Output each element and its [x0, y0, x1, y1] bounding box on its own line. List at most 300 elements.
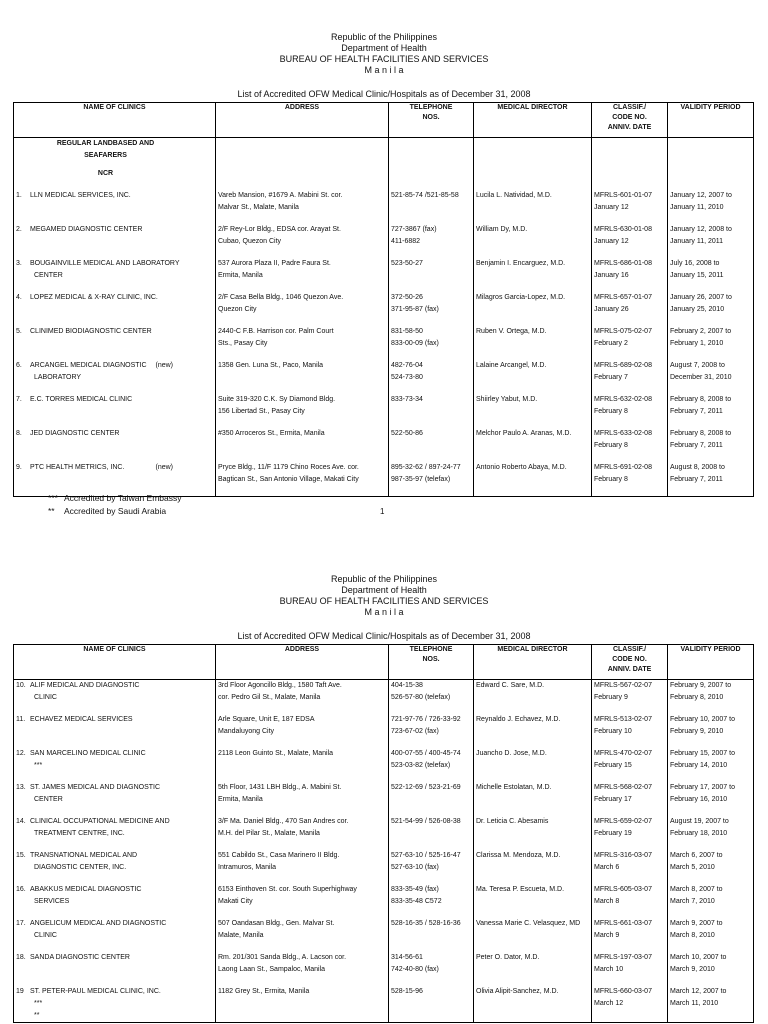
row-number: 3.	[16, 260, 22, 267]
clinic-name-cell	[14, 326, 216, 360]
telephone-cell	[389, 224, 474, 258]
code-number: MFRLS-605-03-07	[594, 886, 652, 893]
clinic-name: LOPEZ MEDICAL & X-RAY CLINIC, INC.	[30, 294, 158, 301]
telephone-line1: 522-50-86	[391, 430, 423, 437]
col-header-classif-2	[592, 645, 668, 680]
telephone-cell	[389, 326, 474, 360]
validity-cell	[668, 918, 754, 952]
telephone-line1: 521-54-99 / 526-08-38	[391, 818, 461, 825]
clinic-name-line	[16, 680, 213, 692]
code-number: MFRLS-470-02-07	[594, 750, 652, 757]
code-number: MFRLS-660-03-07	[594, 988, 652, 995]
table-row	[14, 714, 754, 748]
header-department: Department of Health	[341, 43, 427, 53]
col-header-classif-2-line3: ANNIV. DATE	[607, 666, 652, 673]
telephone-cell	[389, 782, 474, 816]
validity-start: February 17, 2007 to	[670, 784, 735, 791]
address-cell	[216, 816, 389, 850]
row-number: 12.	[16, 750, 26, 757]
clinic-name-line2: TREATMENT CENTRE, INC.	[34, 830, 125, 837]
address-line1: Pryce Bldg., 11/F 1179 Chino Roces Ave. cor.	[218, 464, 359, 471]
address-line1: 2/F Casa Bella Bldg., 1046 Quezon Ave.	[218, 294, 344, 301]
telephone-line1: 482-76-04	[391, 362, 423, 369]
clinic-name: LLN MEDICAL SERVICES, INC.	[30, 192, 131, 199]
col-header-telephone-2	[389, 645, 474, 680]
clinic-name: ST. JAMES MEDICAL AND DIAGNOSTIC	[30, 784, 161, 791]
col-header-telephone-2-line2: NOS.	[422, 656, 440, 663]
validity-cell	[668, 258, 754, 292]
address-cell	[216, 986, 389, 1023]
telephone-line2: 723-67-02 (fax)	[391, 728, 439, 735]
anniversary-date: January 12	[594, 204, 629, 211]
validity-end: March 11, 2010	[670, 1000, 719, 1007]
clinic-name-line	[16, 394, 213, 406]
validity-start: August 7, 2008 to	[670, 362, 725, 369]
classification-cell	[592, 952, 668, 986]
address-cell	[216, 748, 389, 782]
address-line2: Mandaluyong City	[218, 728, 275, 735]
clinic-name-line2: ***	[34, 762, 43, 769]
validity-end: January 11, 2011	[670, 238, 724, 245]
validity-start: August 19, 2007 to	[670, 818, 729, 825]
telephone-cell	[389, 258, 474, 292]
header-department-2: Department of Health	[341, 585, 427, 595]
validity-start: February 2, 2007 to	[670, 328, 732, 335]
telephone-cell	[389, 292, 474, 326]
medical-director-cell: Lucila L. Natividad, M.D.	[474, 190, 592, 224]
clinic-name-cell	[14, 680, 216, 715]
col-header-address: ADDRESS	[216, 103, 389, 138]
clinic-name: ARCANGEL MEDICAL DIAGNOSTIC	[30, 362, 147, 369]
row-number: 15.	[16, 852, 26, 859]
address-line1: 3rd Floor Agoncillo Bldg., 1580 Taft Ave.	[218, 682, 342, 689]
table-header-row-2	[14, 645, 754, 680]
clinic-name: ABAKKUS MEDICAL DIAGNOSTIC	[30, 886, 142, 893]
document-subtitle: List of Accredited OFW Medical Clinic/Hospitals as of December 31, 2008	[237, 89, 531, 99]
clinic-name-line	[16, 952, 213, 964]
address-cell	[216, 360, 389, 394]
clinic-name-cell	[14, 748, 216, 782]
telephone-line1: 833-73-34	[391, 396, 423, 403]
medical-director-cell: Antonio Roberto Abaya, M.D.	[474, 462, 592, 497]
clinic-name: SAN MARCELINO MEDICAL CLINIC	[30, 750, 146, 757]
clinic-name-line	[16, 292, 213, 304]
telephone-line2: 524-73-80	[391, 374, 423, 381]
anniversary-date: January 16	[594, 272, 629, 279]
validity-cell	[668, 714, 754, 748]
col-header-telephone-line2: NOS.	[422, 114, 440, 121]
validity-end: March 8, 2010	[670, 932, 715, 939]
clinic-name-line2: LABORATORY	[34, 374, 82, 381]
validity-start: March 6, 2007 to	[670, 852, 723, 859]
code-number: MFRLS-197-03-07	[594, 954, 652, 961]
telephone-line1: 528-15-96	[391, 988, 423, 995]
anniversary-date: February 8	[594, 408, 628, 415]
anniversary-date: February 19	[594, 830, 632, 837]
classification-cell	[592, 224, 668, 258]
table-row	[14, 884, 754, 918]
address-line2: Cubao, Quezon City	[218, 238, 282, 245]
header-city: M a n i l a	[364, 65, 404, 75]
row-number: 10.	[16, 682, 26, 689]
telephone-line2: 523-03-82 (telefax)	[391, 762, 451, 769]
telephone-cell	[389, 394, 474, 428]
table-row	[14, 850, 754, 884]
code-number: MFRLS-686-01-08	[594, 260, 652, 267]
clinic-name: PTC HEALTH METRICS, INC.	[30, 464, 125, 471]
validity-end: March 7, 2010	[670, 898, 715, 905]
medical-director-cell: Dr. Leticia C. Abesamis	[474, 816, 592, 850]
anniversary-date: March 6	[594, 864, 620, 871]
clinic-name-line3: **	[34, 1012, 40, 1019]
medical-director-cell: Reynaldo J. Echavez, M.D.	[474, 714, 592, 748]
col-header-telephone	[389, 103, 474, 138]
table-row	[14, 428, 754, 462]
legend-taiwan-text: Accredited by Taiwan Embassy	[64, 493, 182, 503]
table-row	[14, 224, 754, 258]
validity-cell	[668, 292, 754, 326]
anniversary-date: February 9	[594, 694, 628, 701]
col-header-telephone-2-line1: TELEPHONE	[409, 646, 453, 653]
telephone-line2: 833-00-09 (fax)	[391, 340, 439, 347]
address-cell	[216, 326, 389, 360]
address-line1: 5th Floor, 1431 LBH Bldg., A. Mabini St.	[218, 784, 342, 791]
telephone-cell	[389, 714, 474, 748]
legend-saudi-mark: **	[48, 506, 55, 516]
code-number: MFRLS-601-01-07	[594, 192, 652, 199]
address-cell	[216, 918, 389, 952]
validity-start: February 9, 2007 to	[670, 682, 732, 689]
col-header-classif-line3: ANNIV. DATE	[607, 124, 652, 131]
validity-end: February 14, 2010	[670, 762, 728, 769]
telephone-line1: 721-97-76 / 726-33-92	[391, 716, 461, 723]
address-line2: 156 Libertad St., Pasay City	[218, 408, 305, 415]
medical-director-cell: Peter O. Dator, M.D.	[474, 952, 592, 986]
validity-end: February 7, 2011	[670, 442, 723, 449]
col-header-classif	[592, 103, 668, 138]
medical-director-cell: Clarissa M. Mendoza, M.D.	[474, 850, 592, 884]
col-header-classif-line2: CODE NO.	[612, 114, 647, 121]
validity-start: January 12, 2008 to	[670, 226, 732, 233]
anniversary-date: February 7	[594, 374, 628, 381]
clinic-name-cell	[14, 714, 216, 748]
address-cell	[216, 680, 389, 715]
medical-director-cell: Edward C. Sare, M.D.	[474, 680, 592, 715]
table-header-row	[14, 103, 754, 138]
validity-cell	[668, 884, 754, 918]
address-line1: 537 Aurora Plaza II, Padre Faura St.	[218, 260, 331, 267]
validity-cell	[668, 462, 754, 497]
classification-cell	[592, 748, 668, 782]
classification-cell	[592, 428, 668, 462]
medical-director-cell: William Dy, M.D.	[474, 224, 592, 258]
validity-start: February 8, 2008 to	[670, 396, 732, 403]
telephone-line1: 528-16-35 / 528-16-36	[391, 920, 461, 927]
address-cell	[216, 292, 389, 326]
section-region: NCR	[97, 170, 114, 177]
medical-director-cell: Vanessa Marie C. Velasquez, MD	[474, 918, 592, 952]
clinic-name-line2: CENTER	[34, 272, 63, 279]
validity-cell	[668, 952, 754, 986]
address-line1: 6153 Einthoven St. cor. South Superhighway	[218, 886, 357, 893]
clinic-name-line2: CLINIC	[34, 932, 57, 939]
validity-cell	[668, 360, 754, 394]
col-header-validity: VALIDITY PERIOD	[668, 103, 754, 138]
clinic-name-line2: DIAGNOSTIC CENTER, INC.	[34, 864, 127, 871]
code-number: MFRLS-661-03-07	[594, 920, 652, 927]
code-number: MFRLS-659-02-07	[594, 818, 652, 825]
clinic-name-cell	[14, 258, 216, 292]
document-subtitle-2: List of Accredited OFW Medical Clinic/Hospitals as of December 31, 2008	[237, 631, 531, 641]
validity-start: March 10, 2007 to	[670, 954, 727, 961]
validity-end: March 5, 2010	[670, 864, 715, 871]
clinic-name: BOUGAINVILLE MEDICAL AND LABORATORY	[30, 260, 180, 267]
clinic-name-line	[16, 918, 213, 930]
document-page-2	[0, 542, 768, 1024]
clinic-name-line2: CLINIC	[34, 694, 57, 701]
table-row	[14, 394, 754, 428]
table-row	[14, 292, 754, 326]
row-number: 7.	[16, 396, 22, 403]
code-number: MFRLS-632-02-08	[594, 396, 652, 403]
row-number: 13.	[16, 784, 26, 791]
telephone-line1: 833-35-49 (fax)	[391, 886, 439, 893]
medical-director-cell: Ma. Teresa P. Escueta, M.D.	[474, 884, 592, 918]
section-heading-line1: REGULAR LANDBASED AND	[56, 140, 155, 147]
clinic-name: ECHAVEZ MEDICAL SERVICES	[30, 716, 133, 723]
telephone-cell	[389, 360, 474, 394]
validity-cell	[668, 428, 754, 462]
clinic-name: MEGAMED DIAGNOSTIC CENTER	[30, 226, 143, 233]
address-line1: Suite 319-320 C.K. Sy Diamond Bldg.	[218, 396, 336, 403]
classification-cell	[592, 918, 668, 952]
validity-end: March 9, 2010	[670, 966, 715, 973]
anniversary-date: February 2	[594, 340, 628, 347]
row-number: 8.	[16, 430, 22, 437]
validity-cell	[668, 782, 754, 816]
telephone-line1: 727-3867 (fax)	[391, 226, 437, 233]
clinic-name-cell	[14, 850, 216, 884]
telephone-cell	[389, 952, 474, 986]
new-tag: (new)	[155, 464, 173, 471]
validity-end: February 7, 2011	[670, 476, 723, 483]
address-line2: Ermita, Manila	[218, 272, 263, 279]
address-line2: Intramuros, Manila	[218, 864, 276, 871]
address-line2: Ermita, Manila	[218, 796, 263, 803]
medical-director-cell: Milagros Garcia-Lopez, M.D.	[474, 292, 592, 326]
clinic-name: ST. PETER-PAUL MEDICAL CLINIC, INC.	[30, 988, 161, 995]
classification-cell	[592, 462, 668, 497]
telephone-cell	[389, 918, 474, 952]
clinic-name: SANDA DIAGNOSTIC CENTER	[30, 954, 130, 961]
address-cell	[216, 850, 389, 884]
validity-end: February 18, 2010	[670, 830, 728, 837]
col-header-validity-2: VALIDITY PERIOD	[668, 645, 754, 680]
validity-end: January 15, 2011	[670, 272, 724, 279]
clinic-name-line	[16, 782, 213, 794]
row-number: 16.	[16, 886, 26, 893]
row-number: 2.	[16, 226, 22, 233]
telephone-line1: 404-15-38	[391, 682, 423, 689]
row-number: 9.	[16, 464, 22, 471]
row-number: 19	[16, 988, 24, 995]
col-header-classif-2-line2: CODE NO.	[612, 656, 647, 663]
clinic-name-line2: CENTER	[34, 796, 63, 803]
telephone-cell	[389, 850, 474, 884]
address-cell	[216, 428, 389, 462]
address-line1: Vareb Mansion, #1679 A. Mabini St. cor.	[218, 192, 343, 199]
table-row	[14, 986, 754, 1023]
address-cell	[216, 258, 389, 292]
table-row	[14, 952, 754, 986]
telephone-line1: 372-50-26	[391, 294, 423, 301]
table-row	[14, 258, 754, 292]
classification-cell	[592, 714, 668, 748]
address-line2: M.H. del Pilar St., Malate, Manila	[218, 830, 320, 837]
validity-end: February 7, 2011	[670, 408, 723, 415]
clinic-name: JED DIAGNOSTIC CENTER	[30, 430, 120, 437]
anniversary-date: March 8	[594, 898, 620, 905]
col-header-director: MEDICAL DIRECTOR	[474, 103, 592, 138]
classification-cell	[592, 850, 668, 884]
validity-start: July 16, 2008 to	[670, 260, 720, 267]
anniversary-date: February 8	[594, 442, 628, 449]
header-bureau-2: BUREAU OF HEALTH FACILITIES AND SERVICES	[279, 596, 489, 606]
anniversary-date: February 17	[594, 796, 632, 803]
telephone-line2: 526-57-80 (telefax)	[391, 694, 451, 701]
row-number: 5.	[16, 328, 22, 335]
row-number: 18.	[16, 954, 26, 961]
classification-cell	[592, 258, 668, 292]
classification-cell	[592, 782, 668, 816]
row-number: 6.	[16, 362, 22, 369]
table-row	[14, 918, 754, 952]
col-header-telephone-line1: TELEPHONE	[409, 104, 453, 111]
address-line1: 1182 Grey St., Ermita, Manila	[218, 988, 310, 995]
clinic-name-line	[16, 326, 213, 338]
clinic-name-line	[16, 224, 213, 236]
classification-cell	[592, 292, 668, 326]
clinic-name: CLINICAL OCCUPATIONAL MEDICINE AND	[30, 818, 170, 825]
clinic-name-line	[16, 748, 213, 760]
legend-saudi	[48, 505, 181, 518]
row-number: 1.	[16, 192, 22, 199]
clinic-name-cell	[14, 918, 216, 952]
col-header-classif-line1: CLASSIF./	[612, 104, 647, 111]
col-header-name: NAME OF CLINICS	[14, 103, 216, 138]
address-line1: 2/F Rey-Lor Bldg., EDSA cor. Arayat St.	[218, 226, 341, 233]
validity-cell	[668, 394, 754, 428]
telephone-cell	[389, 748, 474, 782]
address-line1: 551 Cabildo St., Casa Marinero II Bldg.	[218, 852, 340, 859]
medical-director-cell: Lalaine Arcangel, M.D.	[474, 360, 592, 394]
code-number: MFRLS-691-02-08	[594, 464, 652, 471]
address-line1: Arle Square, Unit E, 187 EDSA	[218, 716, 315, 723]
address-line1: 3/F Ma. Daniel Bldg., 470 San Andres cor.	[218, 818, 349, 825]
classification-cell	[592, 816, 668, 850]
validity-end: February 8, 2010	[670, 694, 724, 701]
clinic-name-line	[16, 986, 213, 998]
validity-start: March 12, 2007 to	[670, 988, 727, 995]
medical-director-cell: Juancho D. Jose, M.D.	[474, 748, 592, 782]
clinic-name-line	[16, 360, 213, 372]
anniversary-date: March 9	[594, 932, 620, 939]
clinic-name-line	[16, 850, 213, 862]
validity-start: February 15, 2007 to	[670, 750, 735, 757]
legend-taiwan	[48, 492, 181, 505]
clinic-name: ANGELICUM MEDICAL AND DIAGNOSTIC	[30, 920, 167, 927]
code-number: MFRLS-316-03-07	[594, 852, 652, 859]
address-cell	[216, 952, 389, 986]
medical-director-cell: Michelle Estolatan, M.D.	[474, 782, 592, 816]
classification-cell	[592, 360, 668, 394]
address-line1: #350 Arroceros St., Ermita, Manila	[218, 430, 325, 437]
medical-director-cell: Olivia Alipit-Sanchez, M.D.	[474, 986, 592, 1023]
row-number: 17.	[16, 920, 26, 927]
col-header-classif-2-line1: CLASSIF./	[612, 646, 647, 653]
clinic-name-cell	[14, 224, 216, 258]
address-line2: Laong Laan St., Sampaloc, Manila	[218, 966, 326, 973]
medical-director-cell: Benjamin I. Encarguez, M.D.	[474, 258, 592, 292]
clinic-name-line2: SERVICES	[34, 898, 70, 905]
classification-cell	[592, 394, 668, 428]
validity-start: March 8, 2007 to	[670, 886, 723, 893]
address-cell	[216, 782, 389, 816]
table-row	[14, 816, 754, 850]
clinics-table-page-1	[13, 102, 754, 497]
code-number: MFRLS-633-02-08	[594, 430, 652, 437]
clinic-name: ALIF MEDICAL AND DIAGNOSTIC	[30, 682, 140, 689]
telephone-line2: 742-40-80 (fax)	[391, 966, 439, 973]
telephone-cell	[389, 986, 474, 1023]
legend	[48, 492, 181, 518]
validity-end: January 11, 2010	[670, 204, 724, 211]
telephone-line1: 314-56-61	[391, 954, 423, 961]
classification-cell	[592, 326, 668, 360]
table-row	[14, 680, 754, 715]
clinic-name-cell	[14, 394, 216, 428]
address-line1: 2118 Leon Guinto St., Malate, Manila	[218, 750, 334, 757]
table-row	[14, 748, 754, 782]
anniversary-date: January 26	[594, 306, 629, 313]
address-cell	[216, 714, 389, 748]
telephone-line2: 987-35-97 (telefax)	[391, 476, 451, 483]
col-header-name-2: NAME OF CLINICS	[14, 645, 216, 680]
clinic-name-cell	[14, 884, 216, 918]
telephone-line1: 400-07-55 / 400-45-74	[391, 750, 461, 757]
telephone-line1: 527-63-10 / 525-16-47	[391, 852, 461, 859]
col-header-address-2: ADDRESS	[216, 645, 389, 680]
clinic-name-cell	[14, 986, 216, 1023]
telephone-cell	[389, 816, 474, 850]
validity-end: February 9, 2010	[670, 728, 724, 735]
telephone-cell	[389, 462, 474, 497]
document-header-2	[0, 574, 768, 618]
telephone-cell	[389, 884, 474, 918]
clinic-name: E.C. TORRES MEDICAL CLINIC	[30, 396, 133, 403]
anniversary-date: February 15	[594, 762, 632, 769]
address-cell	[216, 394, 389, 428]
telephone-line2: 411-6882	[391, 238, 421, 245]
table-row	[14, 190, 754, 224]
clinic-name-cell	[14, 782, 216, 816]
table-row	[14, 326, 754, 360]
code-number: MFRLS-657-01-07	[594, 294, 652, 301]
clinic-name: CLINIMED BIODIAGNOSTIC CENTER	[30, 328, 152, 335]
medical-director-cell: Melchor Paulo A. Aranas, M.D.	[474, 428, 592, 462]
address-line1: 507 Oandasan Bldg., Gen. Malvar St.	[218, 920, 335, 927]
address-line1: Rm. 201/301 Sanda Bldg., A. Lacson cor.	[218, 954, 347, 961]
